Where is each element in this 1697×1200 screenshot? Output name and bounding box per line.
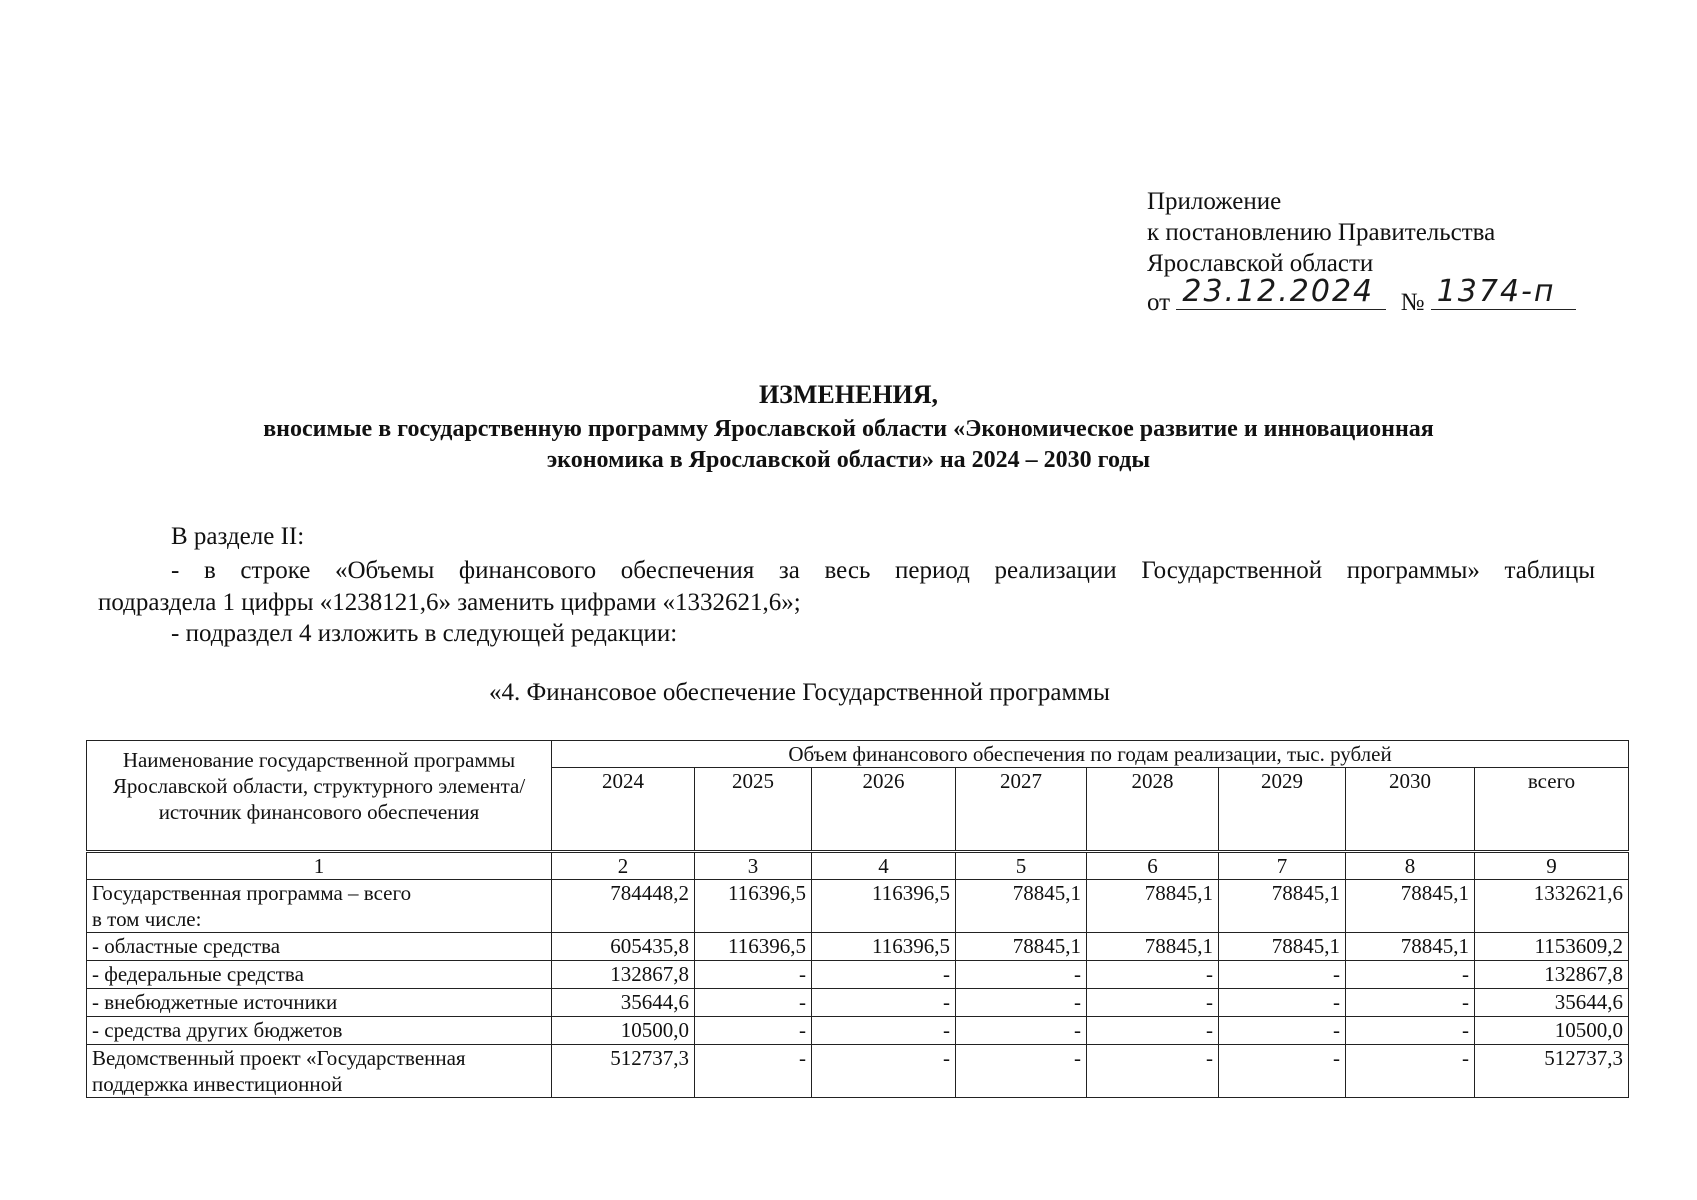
column-number: 8 xyxy=(1346,852,1475,880)
change-item-1-line-2: подраздела 1 цифры «1238121,6» заменить цифрами «1332621,6»; xyxy=(98,589,801,616)
table-row xyxy=(87,1017,1629,1045)
header-total: всего xyxy=(1475,768,1629,852)
row-label: - средства других бюджетов xyxy=(87,1017,552,1045)
cell-value: - xyxy=(1219,989,1346,1017)
cell-value: 78845,1 xyxy=(1219,933,1346,961)
cell-value: 116396,5 xyxy=(812,880,956,933)
header-year: 2030 xyxy=(1346,768,1475,852)
number-prefix: № xyxy=(1400,289,1425,316)
cell-value: - xyxy=(1087,1045,1219,1098)
table-row xyxy=(87,1045,1629,1098)
cell-value: - xyxy=(956,989,1087,1017)
cell-value: 78845,1 xyxy=(1346,933,1475,961)
cell-value: - xyxy=(1087,1017,1219,1045)
row-label-line: в том числе: xyxy=(92,907,202,931)
cell-value: 116396,5 xyxy=(695,880,812,933)
cell-value: - xyxy=(695,961,812,989)
table-row xyxy=(87,880,1629,933)
row-label: - областные средства xyxy=(87,933,552,961)
header-year: 2026 xyxy=(812,768,956,852)
document-subtitle-line-1: вносимые в государственную программу Ярославской области «Экономическое развитие и инновационная xyxy=(263,416,1434,442)
cell-value: - xyxy=(1219,1017,1346,1045)
table-row xyxy=(87,989,1629,1017)
row-label: - внебюджетные источники xyxy=(87,989,552,1017)
date-field xyxy=(1176,274,1386,310)
cell-value: - xyxy=(1219,1045,1346,1098)
cell-value: - xyxy=(1346,1017,1475,1045)
cell-total: 10500,0 xyxy=(1475,1017,1629,1045)
cell-value: 78845,1 xyxy=(1346,880,1475,933)
document-title: ИЗМЕНЕНИЯ, xyxy=(758,380,939,409)
cell-value: - xyxy=(695,989,812,1017)
column-number: 2 xyxy=(552,852,695,880)
cell-value: - xyxy=(1346,961,1475,989)
section-intro: В разделе II: xyxy=(171,523,305,550)
cell-value: 132867,8 xyxy=(552,961,695,989)
column-number: 4 xyxy=(812,852,956,880)
appendix-line-1: Приложение xyxy=(1147,188,1282,215)
cell-value: - xyxy=(812,989,956,1017)
cell-total: 1332621,6 xyxy=(1475,880,1629,933)
cell-value: 78845,1 xyxy=(1087,933,1219,961)
cell-value: - xyxy=(695,1045,812,1098)
header-funding-group: Объем финансового обеспечения по годам реализации, тыс. рублей xyxy=(552,741,1629,768)
appendix-line-2: к постановлению Правительства xyxy=(1147,219,1496,246)
row-label: - федеральные средства xyxy=(87,961,552,989)
header-year: 2027 xyxy=(956,768,1087,852)
cell-value: - xyxy=(812,1045,956,1098)
column-number: 6 xyxy=(1087,852,1219,880)
cell-value: 78845,1 xyxy=(956,933,1087,961)
cell-value: - xyxy=(1219,961,1346,989)
row-label-line: поддержка инвестиционной xyxy=(92,1072,343,1096)
column-number: 5 xyxy=(956,852,1087,880)
cell-value: - xyxy=(695,1017,812,1045)
cell-value: 78845,1 xyxy=(1087,880,1219,933)
cell-value: 35644,6 xyxy=(552,989,695,1017)
table-row xyxy=(87,961,1629,989)
cell-total: 1153609,2 xyxy=(1475,933,1629,961)
header-year: 2028 xyxy=(1087,768,1219,852)
header-program-name: Наименование государственной программы Ярославской области, структурного элемента/ источник финансового обеспечения xyxy=(87,741,552,852)
appendix-line-3: Ярославской области xyxy=(1147,250,1374,277)
cell-value: - xyxy=(1346,1045,1475,1098)
header-year: 2025 xyxy=(695,768,812,852)
column-number: 9 xyxy=(1475,852,1629,880)
subsection-heading: «4. Финансовое обеспечение Государственной программы xyxy=(489,679,1110,706)
cell-value: - xyxy=(956,1045,1087,1098)
handwritten-date: 23.12.2024 xyxy=(1182,274,1375,309)
cell-value: - xyxy=(1346,989,1475,1017)
column-number: 3 xyxy=(695,852,812,880)
cell-total: 35644,6 xyxy=(1475,989,1629,1017)
row-label xyxy=(87,880,552,933)
column-number: 1 xyxy=(87,852,552,880)
appendix-block xyxy=(1147,186,1576,318)
change-item-2: - подраздел 4 изложить в следующей редакции: xyxy=(171,620,678,647)
cell-value: - xyxy=(956,1017,1087,1045)
row-label-line: Ведомственный проект «Государственная xyxy=(92,1046,466,1070)
cell-value: 78845,1 xyxy=(1219,880,1346,933)
header-year: 2029 xyxy=(1219,768,1346,852)
cell-value: - xyxy=(956,961,1087,989)
header-year: 2024 xyxy=(552,768,695,852)
cell-value: 784448,2 xyxy=(552,880,695,933)
appendix-date-line xyxy=(1147,274,1576,318)
financing-table xyxy=(86,740,1629,1098)
cell-value: - xyxy=(812,961,956,989)
change-item-1-line-1: - в строке «Объемы финансового обеспечения за весь период реализации Государственной программы» таблицы xyxy=(171,557,1595,584)
column-number: 7 xyxy=(1219,852,1346,880)
row-label-line: Государственная программа – всего xyxy=(92,881,412,905)
cell-total: 132867,8 xyxy=(1475,961,1629,989)
cell-value: 512737,3 xyxy=(552,1045,695,1098)
cell-value: - xyxy=(1087,961,1219,989)
cell-total: 512737,3 xyxy=(1475,1045,1629,1098)
cell-value: 116396,5 xyxy=(695,933,812,961)
cell-value: 10500,0 xyxy=(552,1017,695,1045)
number-field xyxy=(1431,274,1576,310)
table-row xyxy=(87,933,1629,961)
row-label xyxy=(87,1045,552,1098)
handwritten-number: 1374-п xyxy=(1436,274,1556,309)
cell-value: 116396,5 xyxy=(812,933,956,961)
date-prefix: от xyxy=(1147,289,1171,316)
cell-value: - xyxy=(812,1017,956,1045)
cell-value: - xyxy=(1087,989,1219,1017)
cell-value: 605435,8 xyxy=(552,933,695,961)
document-subtitle-line-2: экономика в Ярославской области» на 2024 – 2030 годы xyxy=(546,447,1151,473)
cell-value: 78845,1 xyxy=(956,880,1087,933)
